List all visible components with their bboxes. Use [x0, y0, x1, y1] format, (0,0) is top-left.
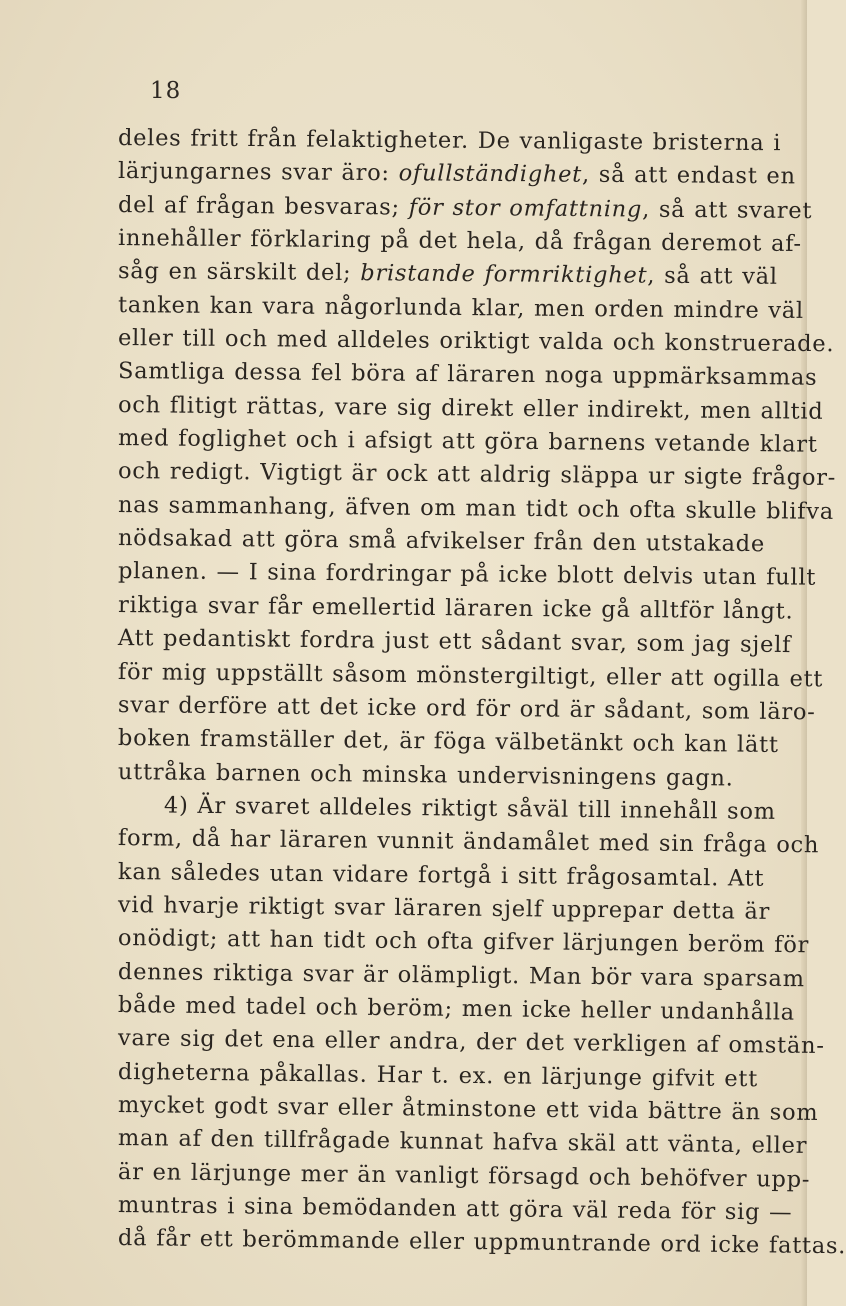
text-line: 4) Är svaret alldeles riktigt såväl till innehåll som [163, 792, 776, 825]
italic-term: bristande formriktighet [360, 260, 648, 289]
text-line: då får ett berömmande eller uppmuntrande ord icke fattas. [117, 1225, 846, 1260]
text-line: kan således utan vidare fortgå i sitt frågosamtal. Att [117, 858, 765, 892]
text-line: svar derföre att det icke ord för ord är sådant, som läro- [117, 691, 816, 726]
text-line: med foglighet och i afsigt att göra barnens vetande klart [117, 425, 818, 458]
text-line: såg en särskilt del; bristande formriktighet, så att väl [117, 258, 778, 291]
italic-term: ofullständighet [398, 160, 583, 188]
text-line: nas sammanhang, äfven om man tidt och ofta skulle blifva [117, 491, 835, 525]
text-line: form, då har läraren vunnit ändamålet med sin fråga och [117, 825, 820, 859]
text-line: uttråka barnen och minska undervisningens gagn. [117, 758, 734, 791]
body-text [117, 122, 846, 1260]
text-line: vare sig det ena eller andra, der det verkligen af omstän- [117, 1025, 825, 1060]
text-line: och redigt. Vigtigt är ock att aldrig släppa ur sigte frågor- [117, 458, 837, 492]
text-line: del af frågan besvaras; för stor omfattning, så att svaret [117, 191, 813, 224]
text-line: tanken kan vara någorlunda klar, men orden mindre väl [117, 291, 805, 324]
text-line: planen. — I sina fordringar på icke blott delvis utan fullt [117, 558, 817, 592]
text-line: både med tadel och beröm; men icke heller undanhålla [117, 991, 796, 1026]
italic-term: för stor omfattning [408, 194, 643, 223]
text-line: onödigt; att han tidt och ofta gifver lärjungen beröm för [117, 925, 810, 959]
text-line: muntras i sina bemödanden att göra väl reda för sig — [117, 1192, 793, 1226]
text-line: boken framställer det, är föga välbetänkt och kan lätt [117, 725, 779, 759]
text-line: riktiga svar får emellertid läraren icke gå alltför långt. [117, 591, 794, 625]
text-line: Samtliga dessa fel böra af läraren noga uppmärksammas [117, 358, 818, 392]
text-line: för mig uppställt såsom mönstergiltigt, eller att ogilla ett [117, 658, 824, 692]
text-line: man af den tillfrågade kunnat hafva skäl att vänta, eller [117, 1125, 808, 1160]
text-line: eller till och med alldeles oriktigt valda och konstruerade. [117, 325, 835, 358]
text-line: mycket godt svar eller åtminstone ett vida bättre än som [117, 1091, 819, 1126]
text-line: dennes riktiga svar är olämpligt. Man bör vara sparsam [117, 958, 805, 992]
text-line: är en lärjunge mer än vanligt försagd och behöfver upp- [117, 1158, 811, 1193]
text-line: nödsakad att göra små afvikelser från den utstakade [117, 525, 766, 558]
text-line: Att pedantiskt fordra just ett sådant svar, som jag sjelf [117, 625, 792, 659]
text-line: vid hvarje riktigt svar läraren sjelf upprepar detta är [117, 891, 771, 925]
text-line: digheterna påkallas. Har t. ex. en lärjunge gifvit ett [117, 1058, 759, 1092]
text-line: lärjungarnes svar äro: ofullständighet, så att endast en [117, 158, 796, 190]
text-line: deles fritt från felaktigheter. De vanligaste bristerna i [117, 125, 782, 157]
text-line: och flitigt rättas, vare sig direkt eller indirekt, men alltid [117, 391, 824, 425]
text-line: innehåller förklaring på det hela, då frågan deremot af- [117, 225, 802, 257]
page-number: 18 [150, 78, 182, 104]
